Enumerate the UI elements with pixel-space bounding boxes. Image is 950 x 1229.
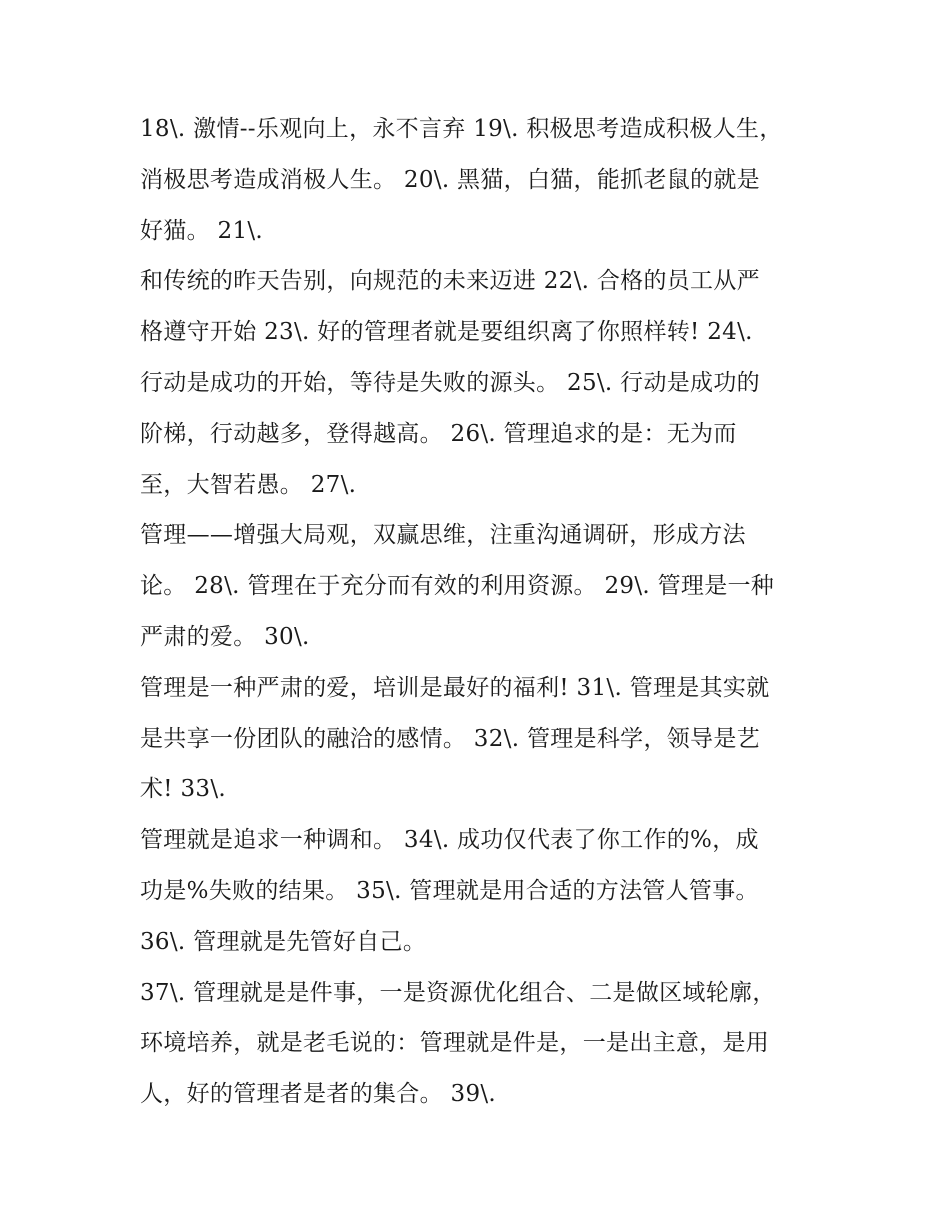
text-line: 36\. 管理就是先管好自己。 (140, 928, 427, 955)
text-line: 阶梯，行动越多，登得越高。 26\. 管理追求的是：无为而 (140, 420, 737, 447)
text-line: 格遵守开始 23\. 好的管理者就是要组织离了你照样转! 24\. (140, 319, 753, 346)
text-line: 和传统的昨天告别，向规范的未来迈进 22\. 合格的员工从严 (140, 268, 760, 295)
text-line: 管理就是追求一种调和。 34\. 成功仅代表了你工作的%，成 (140, 827, 759, 854)
text-line: 至，大智若愚。 27\. (140, 471, 357, 498)
text-line: 是共享一份团队的融洽的感情。 32\. 管理是科学，领导是艺 (140, 725, 760, 752)
text-line: 18\. 激情--乐观向上，永不言弃 19\. 积极思考造成积极人生， (140, 116, 783, 142)
text-line: 功是%失败的结果。 35\. 管理就是用合适的方法管人管事。 (140, 877, 759, 904)
body-text (140, 104, 820, 1120)
text-line: 37\. 管理就是是件事，一是资源优化组合、二是做区域轮廓， (140, 979, 776, 1006)
text-line: 严肃的爱。 30\. (140, 623, 310, 650)
text-line: 论。 28\. 管理在于充分而有效的利用资源。 29\. 管理是一种 (140, 573, 775, 600)
text-line: 好猫。 21\. (140, 217, 264, 244)
text-line: 环境培养，就是老毛说的：管理就是件是，一是出主意，是用 (140, 1030, 770, 1057)
text-line: 行动是成功的开始，等待是失败的源头。 25\. 行动是成功的 (140, 369, 760, 396)
text-line: 管理——增强大局观，双赢思维，注重沟通调研，形成方法 (140, 522, 746, 549)
text-line: 管理是一种严肃的爱，培训是最好的福利! 31\. 管理是其实就 (140, 674, 770, 701)
text-line: 术! 33\. (140, 776, 226, 803)
text-line: 消极思考造成消极人生。 20\. 黑猫，白猫，能抓老鼠的就是 (140, 166, 760, 193)
text-line: 人，好的管理者是者的集合。 39\. (140, 1081, 497, 1108)
